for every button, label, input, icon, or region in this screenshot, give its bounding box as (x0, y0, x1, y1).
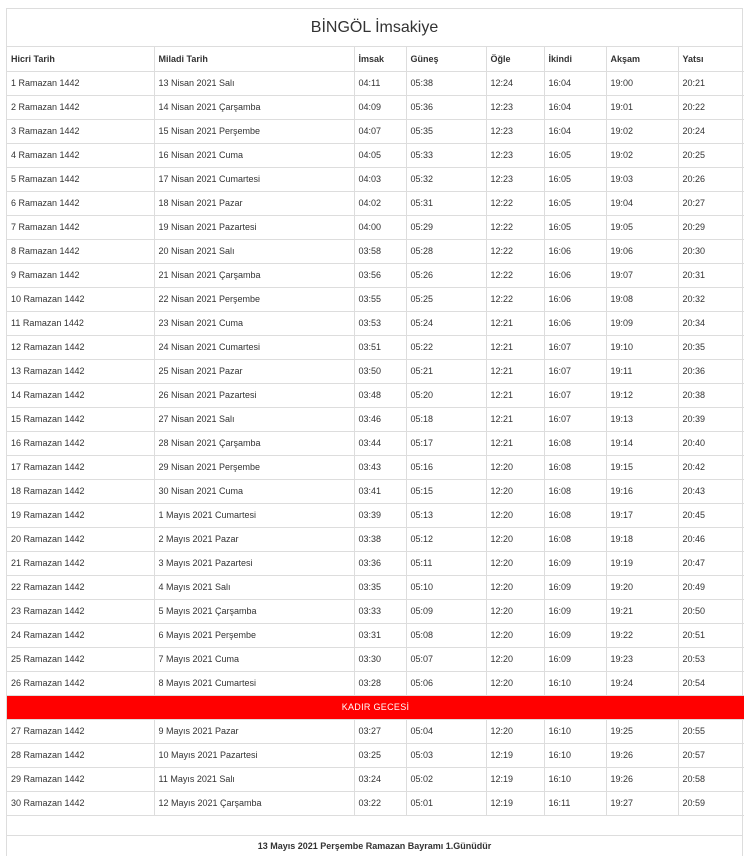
cell-imsak: 03:35 (354, 575, 406, 599)
cell-ogle: 12:21 (486, 431, 544, 455)
page-title: BİNGÖL İmsakiye (7, 9, 742, 47)
cell-ogle: 12:23 (486, 167, 544, 191)
cell-aksam: 19:13 (606, 407, 678, 431)
cell-yatsi: 20:34 (678, 311, 744, 335)
cell-ikindi: 16:04 (544, 119, 606, 143)
cell-aksam: 19:02 (606, 119, 678, 143)
cell-hicri-tarih: 21 Ramazan 1442 (7, 551, 154, 575)
cell-ikindi: 16:06 (544, 287, 606, 311)
cell-gunes: 05:24 (406, 311, 486, 335)
cell-ikindi: 16:07 (544, 407, 606, 431)
cell-gunes: 05:20 (406, 383, 486, 407)
cell-yatsi: 20:54 (678, 671, 744, 695)
cell-aksam: 19:15 (606, 455, 678, 479)
cell-aksam: 19:17 (606, 503, 678, 527)
kadir-gecesi-label: KADIR GECESİ (7, 695, 744, 719)
cell-aksam: 19:07 (606, 263, 678, 287)
cell-imsak: 04:03 (354, 167, 406, 191)
cell-ogle: 12:20 (486, 719, 544, 743)
cell-imsak: 04:05 (354, 143, 406, 167)
table-row (7, 215, 744, 239)
cell-aksam: 19:09 (606, 311, 678, 335)
cell-ogle: 12:21 (486, 359, 544, 383)
cell-yatsi: 20:21 (678, 71, 744, 95)
cell-yatsi: 20:40 (678, 431, 744, 455)
cell-imsak: 03:30 (354, 647, 406, 671)
cell-miladi-tarih: 21 Nisan 2021 Çarşamba (154, 263, 354, 287)
cell-hicri-tarih: 2 Ramazan 1442 (7, 95, 154, 119)
table-row (7, 311, 744, 335)
cell-gunes: 05:21 (406, 359, 486, 383)
cell-imsak: 03:46 (354, 407, 406, 431)
cell-hicri-tarih: 22 Ramazan 1442 (7, 575, 154, 599)
cell-hicri-tarih: 20 Ramazan 1442 (7, 527, 154, 551)
cell-aksam: 19:20 (606, 575, 678, 599)
cell-ikindi: 16:05 (544, 143, 606, 167)
table-row (7, 503, 744, 527)
table-row (7, 71, 744, 95)
cell-ogle: 12:22 (486, 239, 544, 263)
cell-miladi-tarih: 18 Nisan 2021 Pazar (154, 191, 354, 215)
cell-ikindi: 16:05 (544, 191, 606, 215)
cell-miladi-tarih: 19 Nisan 2021 Pazartesi (154, 215, 354, 239)
cell-yatsi: 20:24 (678, 119, 744, 143)
cell-ikindi: 16:04 (544, 95, 606, 119)
cell-ogle: 12:20 (486, 599, 544, 623)
cell-yatsi: 20:35 (678, 335, 744, 359)
cell-gunes: 05:16 (406, 455, 486, 479)
cell-gunes: 05:33 (406, 143, 486, 167)
cell-hicri-tarih: 8 Ramazan 1442 (7, 239, 154, 263)
cell-ogle: 12:23 (486, 119, 544, 143)
cell-ogle: 12:20 (486, 647, 544, 671)
header-ogle: Öğle (486, 47, 544, 71)
cell-hicri-tarih: 13 Ramazan 1442 (7, 359, 154, 383)
cell-ikindi: 16:05 (544, 167, 606, 191)
header-aksam: Akşam (606, 47, 678, 71)
cell-ogle: 12:22 (486, 263, 544, 287)
cell-hicri-tarih: 25 Ramazan 1442 (7, 647, 154, 671)
cell-gunes: 05:13 (406, 503, 486, 527)
cell-hicri-tarih: 18 Ramazan 1442 (7, 479, 154, 503)
cell-gunes: 05:06 (406, 671, 486, 695)
cell-ikindi: 16:08 (544, 455, 606, 479)
table-header-row (7, 47, 744, 71)
cell-imsak: 03:58 (354, 239, 406, 263)
cell-gunes: 05:10 (406, 575, 486, 599)
cell-hicri-tarih: 4 Ramazan 1442 (7, 143, 154, 167)
cell-aksam: 19:16 (606, 479, 678, 503)
cell-imsak: 03:55 (354, 287, 406, 311)
cell-hicri-tarih: 26 Ramazan 1442 (7, 671, 154, 695)
cell-aksam: 19:26 (606, 767, 678, 791)
cell-imsak: 03:25 (354, 743, 406, 767)
cell-miladi-tarih: 13 Nisan 2021 Salı (154, 71, 354, 95)
cell-gunes: 05:07 (406, 647, 486, 671)
cell-ikindi: 16:09 (544, 551, 606, 575)
cell-yatsi: 20:45 (678, 503, 744, 527)
table-row (7, 167, 744, 191)
cell-ikindi: 16:07 (544, 359, 606, 383)
cell-miladi-tarih: 20 Nisan 2021 Salı (154, 239, 354, 263)
cell-imsak: 03:50 (354, 359, 406, 383)
cell-aksam: 19:24 (606, 671, 678, 695)
table-row (7, 575, 744, 599)
cell-ikindi: 16:09 (544, 647, 606, 671)
cell-aksam: 19:12 (606, 383, 678, 407)
cell-yatsi: 20:30 (678, 239, 744, 263)
cell-miladi-tarih: 12 Mayıs 2021 Çarşamba (154, 791, 354, 815)
cell-ikindi: 16:08 (544, 479, 606, 503)
cell-aksam: 19:21 (606, 599, 678, 623)
cell-yatsi: 20:32 (678, 287, 744, 311)
cell-ogle: 12:20 (486, 623, 544, 647)
cell-yatsi: 20:27 (678, 191, 744, 215)
cell-gunes: 05:31 (406, 191, 486, 215)
cell-gunes: 05:18 (406, 407, 486, 431)
cell-imsak: 03:27 (354, 719, 406, 743)
cell-aksam: 19:08 (606, 287, 678, 311)
cell-ikindi: 16:10 (544, 743, 606, 767)
cell-ogle: 12:20 (486, 479, 544, 503)
cell-ikindi: 16:05 (544, 215, 606, 239)
kadir-gecesi-row (7, 695, 744, 719)
header-imsak: İmsak (354, 47, 406, 71)
cell-hicri-tarih: 27 Ramazan 1442 (7, 719, 154, 743)
table-spacer (7, 816, 742, 836)
cell-gunes: 05:36 (406, 95, 486, 119)
cell-aksam: 19:22 (606, 623, 678, 647)
cell-miladi-tarih: 25 Nisan 2021 Pazar (154, 359, 354, 383)
cell-miladi-tarih: 6 Mayıs 2021 Perşembe (154, 623, 354, 647)
cell-gunes: 05:08 (406, 623, 486, 647)
cell-aksam: 19:23 (606, 647, 678, 671)
cell-ogle: 12:23 (486, 143, 544, 167)
table-row (7, 287, 744, 311)
cell-ikindi: 16:06 (544, 263, 606, 287)
cell-gunes: 05:25 (406, 287, 486, 311)
cell-ogle: 12:20 (486, 575, 544, 599)
cell-imsak: 03:24 (354, 767, 406, 791)
cell-ikindi: 16:07 (544, 383, 606, 407)
cell-aksam: 19:26 (606, 743, 678, 767)
cell-yatsi: 20:43 (678, 479, 744, 503)
cell-miladi-tarih: 28 Nisan 2021 Çarşamba (154, 431, 354, 455)
cell-gunes: 05:12 (406, 527, 486, 551)
table-row (7, 95, 744, 119)
cell-miladi-tarih: 24 Nisan 2021 Cumartesi (154, 335, 354, 359)
cell-gunes: 05:38 (406, 71, 486, 95)
cell-yatsi: 20:57 (678, 743, 744, 767)
cell-imsak: 04:00 (354, 215, 406, 239)
cell-aksam: 19:10 (606, 335, 678, 359)
cell-gunes: 05:01 (406, 791, 486, 815)
cell-aksam: 19:25 (606, 719, 678, 743)
cell-imsak: 03:51 (354, 335, 406, 359)
cell-yatsi: 20:49 (678, 575, 744, 599)
footer-note: 13 Mayıs 2021 Perşembe Ramazan Bayramı 1.Günüdür (257, 840, 492, 851)
header-ikindi: İkindi (544, 47, 606, 71)
cell-gunes: 05:09 (406, 599, 486, 623)
table-row (7, 527, 744, 551)
cell-miladi-tarih: 22 Nisan 2021 Perşembe (154, 287, 354, 311)
cell-hicri-tarih: 5 Ramazan 1442 (7, 167, 154, 191)
cell-miladi-tarih: 16 Nisan 2021 Cuma (154, 143, 354, 167)
header-hicri-tarih: Hicri Tarih (7, 47, 154, 71)
cell-hicri-tarih: 10 Ramazan 1442 (7, 287, 154, 311)
cell-imsak: 03:31 (354, 623, 406, 647)
cell-yatsi: 20:38 (678, 383, 744, 407)
cell-yatsi: 20:31 (678, 263, 744, 287)
cell-ogle: 12:21 (486, 311, 544, 335)
cell-hicri-tarih: 28 Ramazan 1442 (7, 743, 154, 767)
cell-ikindi: 16:07 (544, 335, 606, 359)
cell-ikindi: 16:09 (544, 623, 606, 647)
table-row (7, 551, 744, 575)
cell-gunes: 05:15 (406, 479, 486, 503)
table-row (7, 623, 744, 647)
cell-gunes: 05:22 (406, 335, 486, 359)
cell-ikindi: 16:09 (544, 575, 606, 599)
cell-miladi-tarih: 29 Nisan 2021 Perşembe (154, 455, 354, 479)
table-row (7, 143, 744, 167)
cell-yatsi: 20:55 (678, 719, 744, 743)
cell-ikindi: 16:10 (544, 719, 606, 743)
cell-yatsi: 20:58 (678, 767, 744, 791)
cell-hicri-tarih: 19 Ramazan 1442 (7, 503, 154, 527)
cell-ogle: 12:22 (486, 215, 544, 239)
cell-hicri-tarih: 11 Ramazan 1442 (7, 311, 154, 335)
cell-ogle: 12:19 (486, 791, 544, 815)
cell-aksam: 19:04 (606, 191, 678, 215)
table-row (7, 383, 744, 407)
table-row (7, 479, 744, 503)
cell-imsak: 03:53 (354, 311, 406, 335)
cell-gunes: 05:02 (406, 767, 486, 791)
cell-imsak: 03:43 (354, 455, 406, 479)
table-row (7, 599, 744, 623)
cell-hicri-tarih: 9 Ramazan 1442 (7, 263, 154, 287)
cell-imsak: 03:39 (354, 503, 406, 527)
table-row (7, 647, 744, 671)
cell-imsak: 03:22 (354, 791, 406, 815)
cell-gunes: 05:35 (406, 119, 486, 143)
cell-yatsi: 20:26 (678, 167, 744, 191)
table-row (7, 671, 744, 695)
cell-yatsi: 20:50 (678, 599, 744, 623)
cell-aksam: 19:02 (606, 143, 678, 167)
cell-aksam: 19:27 (606, 791, 678, 815)
cell-hicri-tarih: 6 Ramazan 1442 (7, 191, 154, 215)
cell-hicri-tarih: 1 Ramazan 1442 (7, 71, 154, 95)
imsakiye-panel (6, 8, 743, 856)
cell-ogle: 12:20 (486, 527, 544, 551)
cell-miladi-tarih: 1 Mayıs 2021 Cumartesi (154, 503, 354, 527)
cell-hicri-tarih: 15 Ramazan 1442 (7, 407, 154, 431)
table-row (7, 239, 744, 263)
cell-ogle: 12:22 (486, 191, 544, 215)
cell-ikindi: 16:08 (544, 527, 606, 551)
cell-miladi-tarih: 26 Nisan 2021 Pazartesi (154, 383, 354, 407)
cell-imsak: 03:36 (354, 551, 406, 575)
cell-ogle: 12:20 (486, 503, 544, 527)
cell-ogle: 12:19 (486, 743, 544, 767)
table-row (7, 119, 744, 143)
cell-ogle: 12:20 (486, 455, 544, 479)
cell-yatsi: 20:46 (678, 527, 744, 551)
cell-aksam: 19:11 (606, 359, 678, 383)
cell-gunes: 05:11 (406, 551, 486, 575)
cell-gunes: 05:28 (406, 239, 486, 263)
table-row (7, 431, 744, 455)
cell-aksam: 19:05 (606, 215, 678, 239)
cell-miladi-tarih: 27 Nisan 2021 Salı (154, 407, 354, 431)
table-row (7, 791, 744, 815)
cell-miladi-tarih: 4 Mayıs 2021 Salı (154, 575, 354, 599)
cell-aksam: 19:14 (606, 431, 678, 455)
cell-miladi-tarih: 30 Nisan 2021 Cuma (154, 479, 354, 503)
cell-gunes: 05:29 (406, 215, 486, 239)
cell-ogle: 12:24 (486, 71, 544, 95)
cell-ogle: 12:20 (486, 671, 544, 695)
cell-aksam: 19:06 (606, 239, 678, 263)
cell-gunes: 05:03 (406, 743, 486, 767)
table-row (7, 719, 744, 743)
cell-yatsi: 20:39 (678, 407, 744, 431)
header-gunes: Güneş (406, 47, 486, 71)
cell-miladi-tarih: 3 Mayıs 2021 Pazartesi (154, 551, 354, 575)
cell-aksam: 19:03 (606, 167, 678, 191)
cell-ikindi: 16:11 (544, 791, 606, 815)
cell-ogle: 12:21 (486, 335, 544, 359)
cell-miladi-tarih: 17 Nisan 2021 Cumartesi (154, 167, 354, 191)
cell-imsak: 03:48 (354, 383, 406, 407)
cell-aksam: 19:19 (606, 551, 678, 575)
cell-ikindi: 16:08 (544, 431, 606, 455)
cell-yatsi: 20:36 (678, 359, 744, 383)
cell-miladi-tarih: 11 Mayıs 2021 Salı (154, 767, 354, 791)
cell-yatsi: 20:51 (678, 623, 744, 647)
cell-ikindi: 16:06 (544, 239, 606, 263)
cell-ikindi: 16:04 (544, 71, 606, 95)
cell-miladi-tarih: 5 Mayıs 2021 Çarşamba (154, 599, 354, 623)
cell-yatsi: 20:59 (678, 791, 744, 815)
cell-miladi-tarih: 10 Mayıs 2021 Pazartesi (154, 743, 354, 767)
cell-gunes: 05:32 (406, 167, 486, 191)
prayer-times-table (7, 47, 744, 816)
table-row (7, 191, 744, 215)
cell-gunes: 05:04 (406, 719, 486, 743)
cell-imsak: 03:44 (354, 431, 406, 455)
cell-imsak: 03:56 (354, 263, 406, 287)
cell-ikindi: 16:09 (544, 599, 606, 623)
table-row (7, 455, 744, 479)
cell-ikindi: 16:08 (544, 503, 606, 527)
cell-gunes: 05:17 (406, 431, 486, 455)
cell-ogle: 12:20 (486, 551, 544, 575)
cell-yatsi: 20:22 (678, 95, 744, 119)
cell-hicri-tarih: 3 Ramazan 1442 (7, 119, 154, 143)
cell-hicri-tarih: 12 Ramazan 1442 (7, 335, 154, 359)
cell-miladi-tarih: 8 Mayıs 2021 Cumartesi (154, 671, 354, 695)
cell-ogle: 12:19 (486, 767, 544, 791)
cell-imsak: 03:38 (354, 527, 406, 551)
cell-imsak: 03:41 (354, 479, 406, 503)
cell-miladi-tarih: 9 Mayıs 2021 Pazar (154, 719, 354, 743)
cell-miladi-tarih: 7 Mayıs 2021 Cuma (154, 647, 354, 671)
cell-yatsi: 20:53 (678, 647, 744, 671)
header-yatsi: Yatsı (678, 47, 744, 71)
cell-ikindi: 16:10 (544, 767, 606, 791)
cell-yatsi: 20:25 (678, 143, 744, 167)
cell-imsak: 04:02 (354, 191, 406, 215)
table-row (7, 767, 744, 791)
cell-imsak: 04:07 (354, 119, 406, 143)
cell-ogle: 12:21 (486, 407, 544, 431)
cell-hicri-tarih: 23 Ramazan 1442 (7, 599, 154, 623)
cell-miladi-tarih: 2 Mayıs 2021 Pazar (154, 527, 354, 551)
cell-imsak: 03:33 (354, 599, 406, 623)
cell-aksam: 19:18 (606, 527, 678, 551)
cell-aksam: 19:01 (606, 95, 678, 119)
cell-ogle: 12:23 (486, 95, 544, 119)
cell-miladi-tarih: 15 Nisan 2021 Perşembe (154, 119, 354, 143)
cell-ikindi: 16:06 (544, 311, 606, 335)
cell-hicri-tarih: 24 Ramazan 1442 (7, 623, 154, 647)
table-body (7, 71, 744, 815)
cell-miladi-tarih: 23 Nisan 2021 Cuma (154, 311, 354, 335)
table-row (7, 407, 744, 431)
header-miladi-tarih: Miladi Tarih (154, 47, 354, 71)
cell-hicri-tarih: 7 Ramazan 1442 (7, 215, 154, 239)
table-row (7, 359, 744, 383)
cell-imsak: 04:11 (354, 71, 406, 95)
cell-hicri-tarih: 16 Ramazan 1442 (7, 431, 154, 455)
table-row (7, 263, 744, 287)
cell-imsak: 04:09 (354, 95, 406, 119)
cell-hicri-tarih: 29 Ramazan 1442 (7, 767, 154, 791)
cell-hicri-tarih: 30 Ramazan 1442 (7, 791, 154, 815)
cell-ogle: 12:22 (486, 287, 544, 311)
cell-yatsi: 20:47 (678, 551, 744, 575)
table-row (7, 335, 744, 359)
cell-ogle: 12:21 (486, 383, 544, 407)
cell-hicri-tarih: 14 Ramazan 1442 (7, 383, 154, 407)
cell-hicri-tarih: 17 Ramazan 1442 (7, 455, 154, 479)
cell-yatsi: 20:29 (678, 215, 744, 239)
cell-ikindi: 16:10 (544, 671, 606, 695)
cell-miladi-tarih: 14 Nisan 2021 Çarşamba (154, 95, 354, 119)
cell-aksam: 19:00 (606, 71, 678, 95)
cell-imsak: 03:28 (354, 671, 406, 695)
table-row (7, 743, 744, 767)
cell-yatsi: 20:42 (678, 455, 744, 479)
cell-gunes: 05:26 (406, 263, 486, 287)
